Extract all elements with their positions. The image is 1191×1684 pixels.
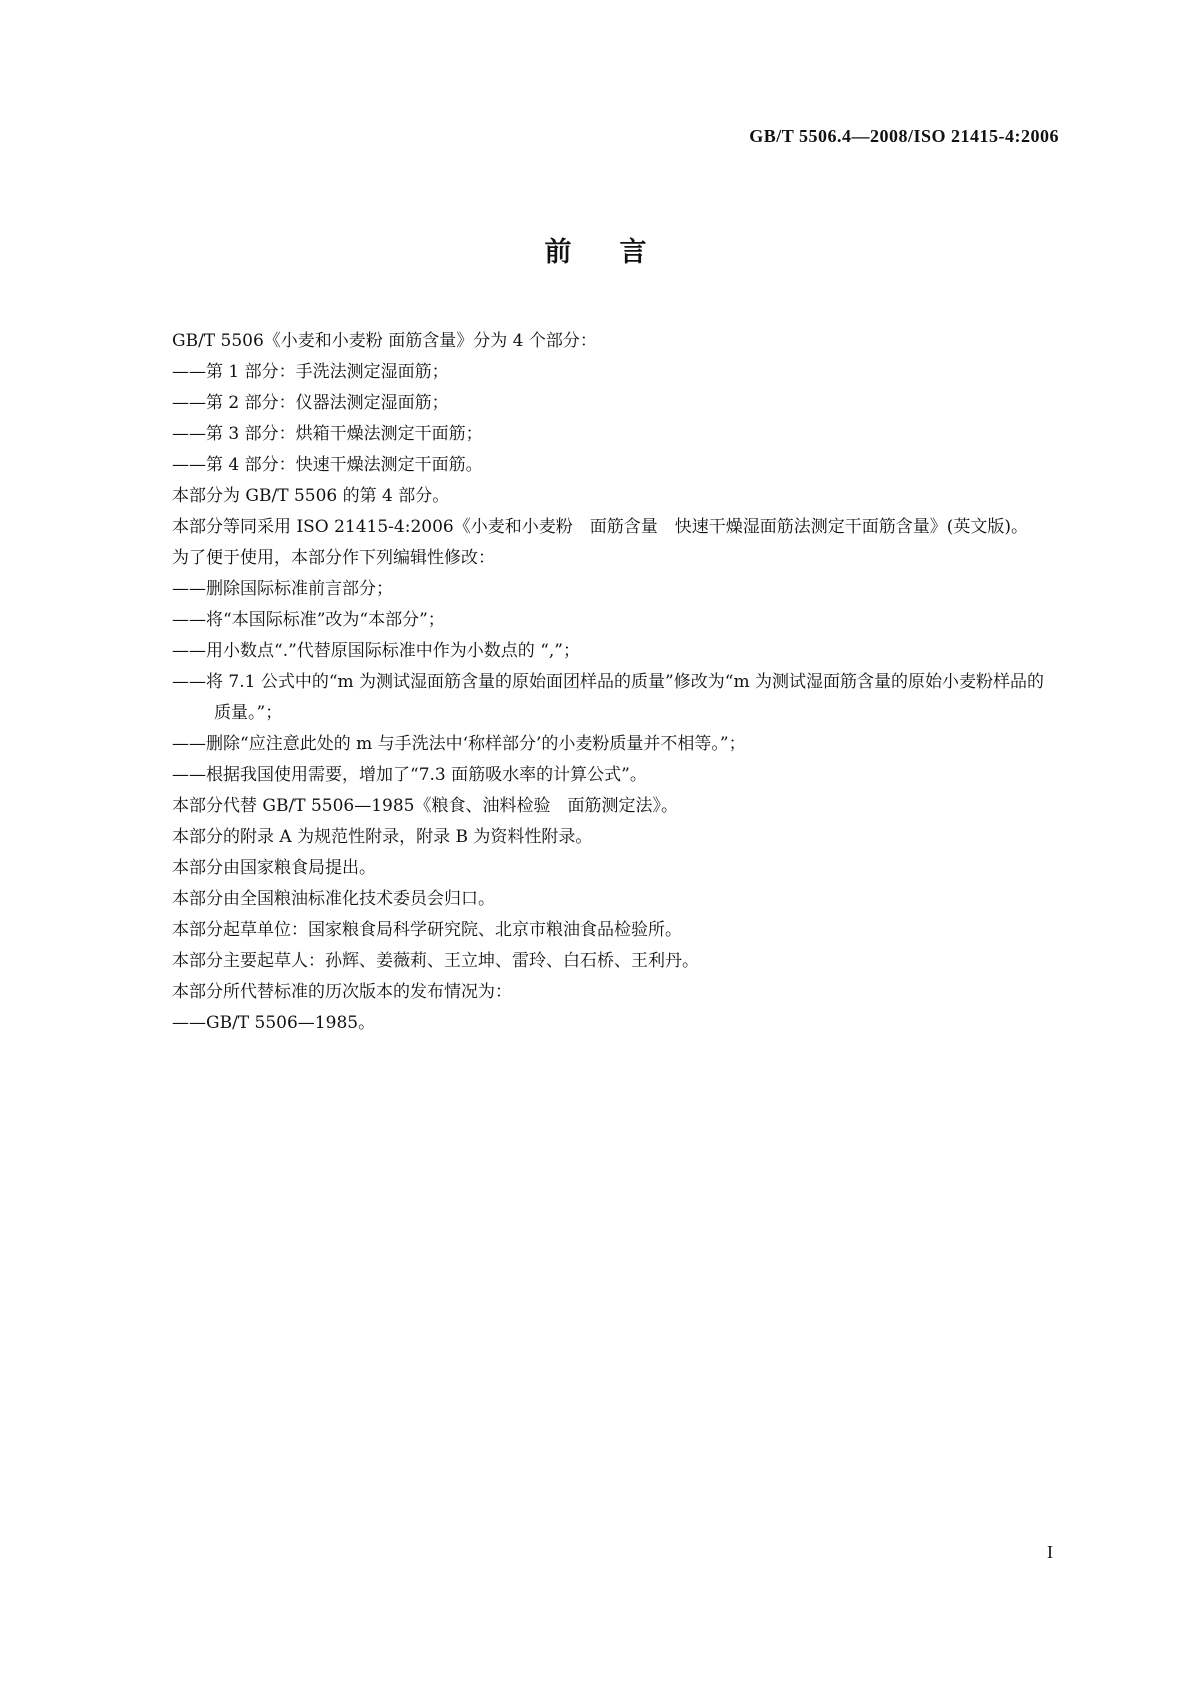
foreword-body bbox=[138, 326, 1060, 1039]
paragraph-history-intro: 本部分所代替标准的历次版本的发布情况为： bbox=[172, 982, 512, 1002]
paragraph-this-part: 本部分为 GB/T 5506 的第 4 部分。 bbox=[172, 486, 450, 506]
list-item-part-3: ——第 3 部分：烘箱干燥法测定干面筋； bbox=[172, 424, 483, 444]
paragraph-parts-intro: GB/T 5506《小麦和小麦粉 面筋含量》分为 4 个部分： bbox=[172, 331, 597, 351]
paragraph-proposed-by: 本部分由国家粮食局提出。 bbox=[172, 858, 376, 878]
list-item-edit-4: ——将 7.1 公式中的“m 为测试湿面筋含量的原始面团样品的质量”修改为“m 为测试湿面筋含量的原始小麦粉样品的质量。”； bbox=[172, 672, 1044, 723]
page-number: I bbox=[1047, 1542, 1053, 1562]
list-item-edit-3: ——用小数点“.”代替原国际标准中作为小数点的 “,”； bbox=[172, 641, 580, 661]
list-item-edit-1: ——删除国际标准前言部分； bbox=[172, 579, 393, 599]
list-item-history-1: ——GB/T 5506—1985。 bbox=[172, 1013, 376, 1033]
page-title: 前言 bbox=[544, 237, 695, 268]
paragraph-centralized-by: 本部分由全国粮油标准化技术委员会归口。 bbox=[172, 889, 495, 909]
list-item-edit-6: ——根据我国使用需要，增加了“7.3 面筋吸水率的计算公式”。 bbox=[172, 765, 647, 785]
list-item-edit-2: ——将“本国际标准”改为“本部分”； bbox=[172, 610, 445, 630]
paragraph-drafters: 本部分主要起草人：孙辉、姜薇莉、王立坤、雷玲、白石桥、王利丹。 bbox=[172, 951, 699, 971]
list-item-part-4: ——第 4 部分：快速干燥法测定干面筋。 bbox=[172, 455, 483, 475]
list-item-edit-5: ——删除“应注意此处的 m 与手洗法中‘称样部分’的小麦粉质量并不相等。”； bbox=[172, 734, 746, 754]
standard-number-header: GB/T 5506.4—2008/ISO 21415-4:2006 bbox=[749, 126, 1059, 146]
paragraph-annexes: 本部分的附录 A 为规范性附录，附录 B 为资料性附录。 bbox=[172, 827, 593, 847]
list-item-part-2: ——第 2 部分：仪器法测定湿面筋； bbox=[172, 393, 449, 413]
paragraph-drafting-units: 本部分起草单位：国家粮食局科学研究院、北京市粮油食品检验所。 bbox=[172, 920, 682, 940]
list-item-part-1: ——第 1 部分：手洗法测定湿面筋； bbox=[172, 362, 449, 382]
paragraph-adoption: 本部分等同采用 ISO 21415-4:2006《小麦和小麦粉 面筋含量 快速干燥湿面筋法测定干面筋含量》(英文版)。 bbox=[172, 517, 1028, 537]
paragraph-replaces: 本部分代替 GB/T 5506—1985《粮食、油料检验 面筋测定法》。 bbox=[172, 796, 678, 816]
paragraph-edits-intro: 为了便于使用，本部分作下列编辑性修改： bbox=[172, 548, 495, 568]
